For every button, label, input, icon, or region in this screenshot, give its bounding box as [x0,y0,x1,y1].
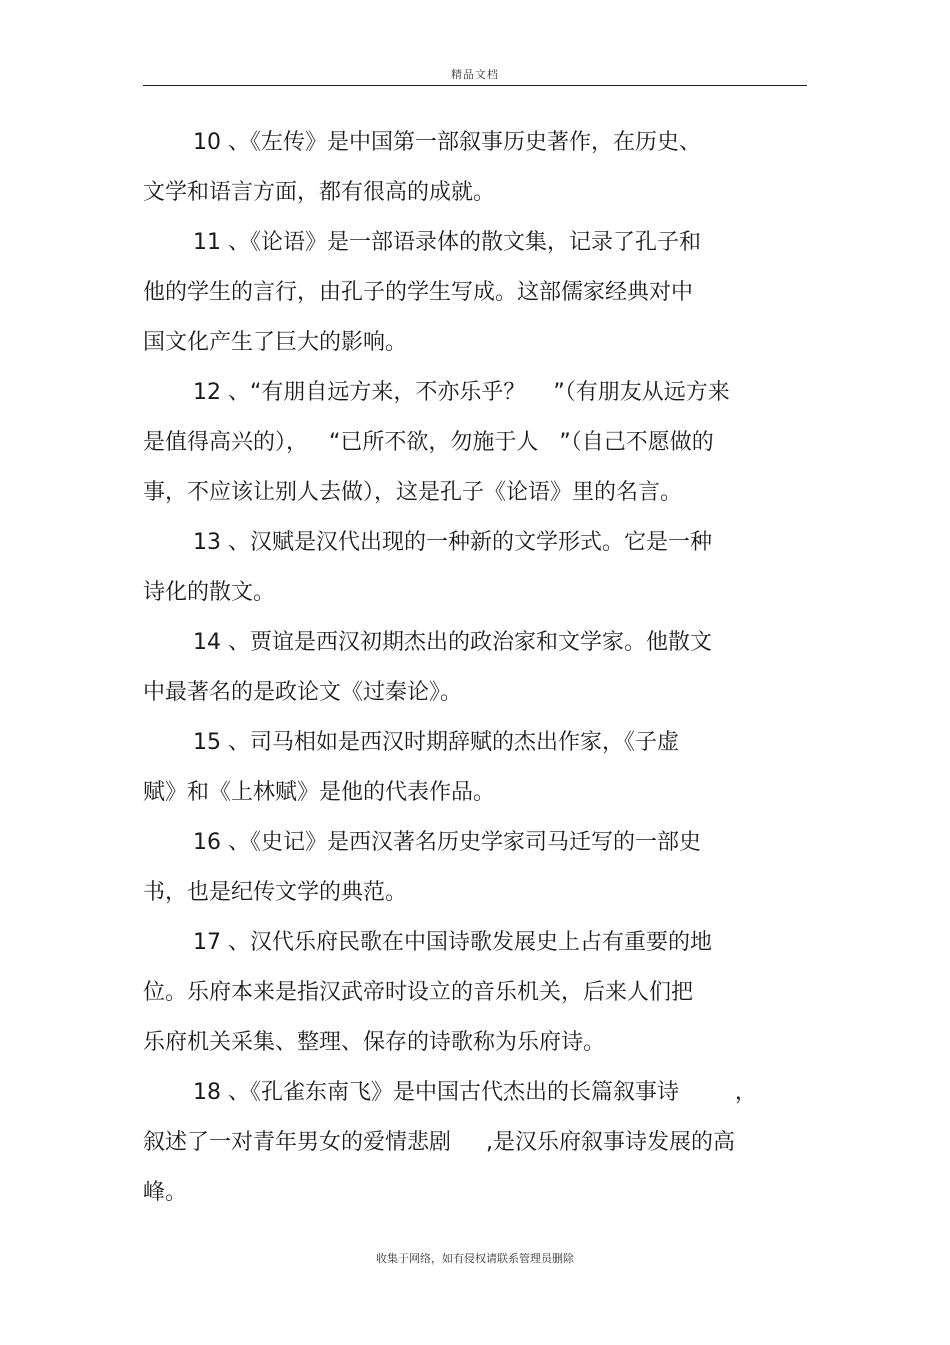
paragraph-18-line-3: 峰。 [143,1180,188,1205]
paragraph-14-line-1: 14 、贾谊是西汉初期杰出的政治家和文学家。他散文 [193,630,712,655]
paragraph-17-line-2: 位。乐府本来是指汉武帝时设立的音乐机关，后来人们把 [143,980,694,1005]
paragraph-11-line-1: 11 、《论语》是一部语录体的散文集，记录了孔子和 [193,230,701,255]
paragraph-16-line-2: 书，也是纪传文学的典范。 [143,880,408,905]
paragraph-10-line-1: 10 、《左传》是中国第一部叙事历史著作，在历史、 [193,130,701,155]
paragraph-17-line-1: 17 、汉代乐府民歌在中国诗歌发展史上占有重要的地 [193,930,712,955]
paragraph-11-line-3: 国文化产生了巨大的影响。 [143,330,408,355]
paragraph-11-line-2: 他的学生的言行，由孔子的学生写成。这部儒家经典对中 [143,280,694,305]
page-header: 精品文档 [451,68,499,81]
paragraph-10-line-2: 文学和语言方面，都有很高的成就。 [143,180,496,205]
paragraph-15-line-2: 赋》和《上林赋》是他的代表作品。 [143,780,496,805]
page-footer: 收集于网络，如有侵权请联系管理员删除 [376,1252,574,1265]
paragraph-12-line-1: 12 、“有朋自远方来，不亦乐乎？ ”（有朋友从远方来 [193,380,730,405]
paragraph-13-line-1: 13 、汉赋是汉代出现的一种新的文学形式。它是一种 [193,530,712,555]
paragraph-18-line-2: 叙述了一对青年男女的爱情悲剧 ,是汉乐府叙事诗发展的高 [143,1130,735,1155]
paragraph-16-line-1: 16 、《史记》是西汉著名历史学家司马迁写的一部史 [193,830,701,855]
paragraph-13-line-2: 诗化的散文。 [143,580,276,605]
paragraph-14-line-2: 中最著名的是政论文《过秦论》。 [143,680,463,705]
paragraph-17-line-3: 乐府机关采集、整理、保存的诗歌称为乐府诗。 [143,1030,606,1055]
paragraph-15-line-1: 15 、司马相如是西汉时期辞赋的杰出作家，《子虚 [193,730,679,755]
paragraph-12-line-3: 事，不应该让别人去做），这是孔子《论语》里的名言。 [143,480,683,505]
paragraph-18-line-1: 18 、《孔雀东南飞》是中国古代杰出的长篇叙事诗 ， [193,1080,757,1105]
paragraph-12-line-2: 是值得高兴的）， “已所不欲，勿施于人 ”（自己不愿做的 [143,430,714,455]
